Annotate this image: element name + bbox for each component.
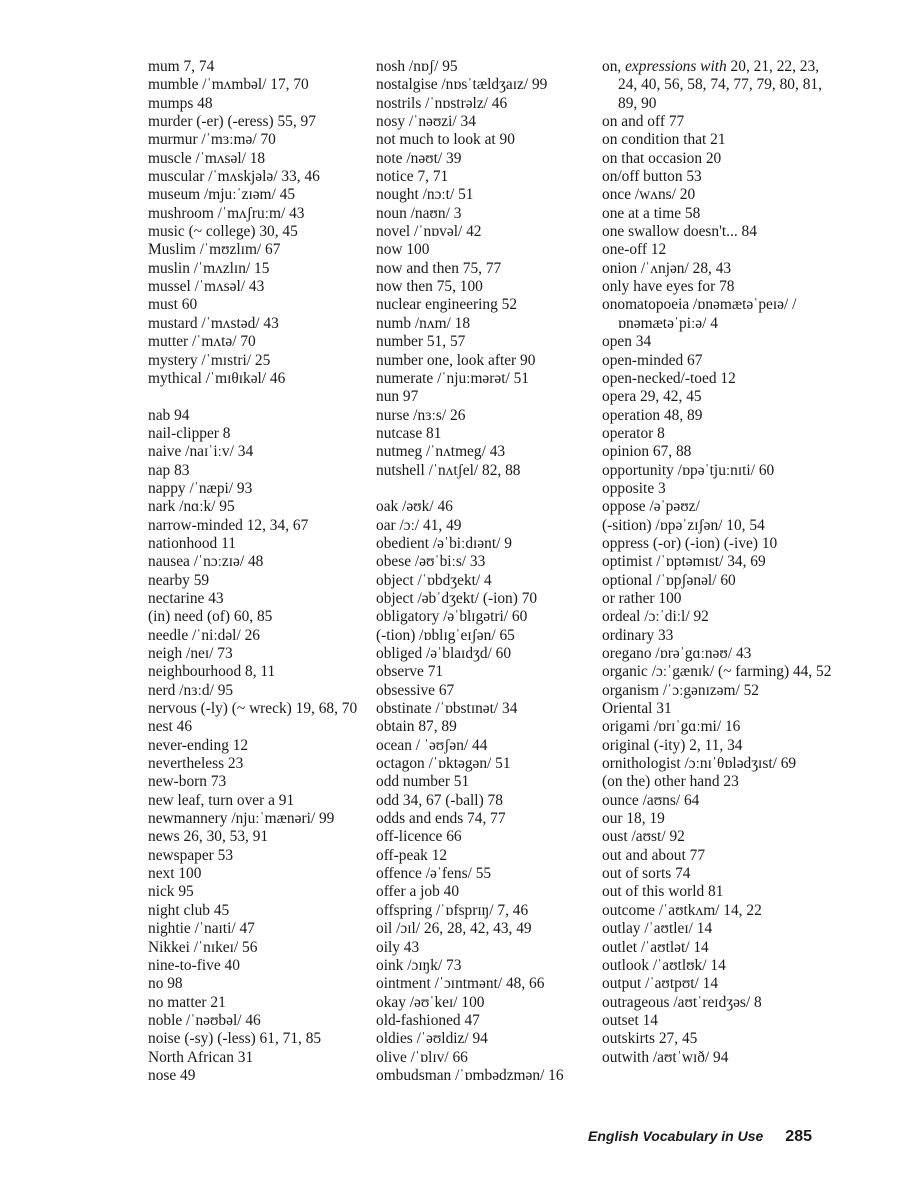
- index-entry: octagon /ˈɒktəgən/ 51: [376, 755, 511, 773]
- index-entry: outrageous /aʊtˈreɪdʒəs/ 8: [602, 993, 762, 1011]
- index-entry: organism /ˈɔːgənɪzəm/ 52: [602, 681, 760, 699]
- index-entry: odd 34, 67 (-ball) 78: [376, 791, 503, 809]
- index-entry: nosy /ˈnəʊzi/ 34: [376, 113, 476, 131]
- index-entry: nark /nɑːk/ 95: [148, 498, 235, 516]
- index-entry: obsessive 67: [376, 681, 455, 699]
- index-entry: original (-ity) 2, 11, 34: [602, 736, 743, 754]
- index-entry: open 34: [602, 333, 652, 351]
- letter-section-gap: [376, 480, 604, 498]
- index-entry: nun 97: [376, 388, 419, 406]
- index-entry: now 100: [376, 241, 430, 259]
- index-entry: (in) need (of) 60, 85: [148, 608, 273, 626]
- index-entry: nightie /ˈnaɪti/ 47: [148, 920, 255, 938]
- index-entry: ornithologist /ɔːnɪˈθɒlədʒɪst/ 69: [602, 755, 797, 773]
- index-entry: outskirts 27, 45: [602, 1030, 698, 1048]
- index-entry: object /ˈɒbdʒekt/ 4: [376, 571, 492, 589]
- index-entry: nostalgise /nɒsˈtældʒaɪz/ 99: [376, 76, 548, 94]
- index-entry: no matter 21: [148, 993, 226, 1011]
- index-entry: or rather 100: [602, 589, 682, 607]
- index-entry: nick 95: [148, 883, 194, 901]
- index-entry: ordeal /ɔːˈdiːl/ 92: [602, 608, 709, 626]
- index-entry: must 60: [148, 296, 198, 314]
- index-entry: off-peak 12: [376, 846, 448, 864]
- index-entry: music (~ college) 30, 45: [148, 223, 298, 241]
- index-entry: nutmeg /ˈnʌtmeg/ 43: [376, 443, 506, 461]
- index-entry: oily 43: [376, 938, 420, 956]
- index-entry: (-tion) /ɒblɪgˈeɪʃən/ 65: [376, 626, 515, 644]
- index-entry: nosh /nɒʃ/ 95: [376, 58, 458, 75]
- index-entry: obliged /əˈblaɪdʒd/ 60: [376, 645, 512, 662]
- index-entry: obese /əʊˈbiːs/ 33: [376, 553, 486, 571]
- index-entry: newmannery /njuːˈmænəri/ 99: [148, 810, 335, 828]
- index-entry: nest 46: [148, 718, 193, 736]
- index-entry: on, expressions with 20, 21, 22, 23, 24, 40, 56, 58, 74, 77, 79, 80, 81, 89, 90: [602, 58, 822, 112]
- index-entry: mystery /ˈmɪstri/ 25: [148, 351, 271, 369]
- index-entry: ounce /aʊns/ 64: [602, 791, 700, 809]
- index-entry: off-licence 66: [376, 828, 462, 846]
- index-entry: outlook /ˈaʊtlʊk/ 14: [602, 956, 726, 974]
- index-entry: murmur /ˈmɜːmə/ 70: [148, 131, 276, 149]
- index-entry: nail-clipper 8: [148, 424, 231, 442]
- index-entry: onomatopoeia /ɒnəmætəˈpeɪə/ /ɒnəmætəˈpiːə/ 4: [602, 296, 797, 332]
- index-entry: next 100: [148, 865, 202, 883]
- index-entry: mushroom /ˈmʌʃruːm/ 43: [148, 204, 305, 222]
- index-entry: (-sition) /ɒpəˈzɪʃən/ 10, 54: [602, 516, 765, 534]
- page-footer: [588, 1128, 812, 1146]
- index-entry: optimist /ˈɒptəmɪst/ 34, 69: [602, 553, 766, 571]
- index-entry: mythical /ˈmɪθɪkəl/ 46: [148, 369, 286, 387]
- index-entry: number one, look after 90: [376, 351, 536, 369]
- index-entry: mustard /ˈmʌstəd/ 43: [148, 314, 279, 332]
- index-entry: on/off button 53: [602, 168, 702, 186]
- index-entry: now then 75, 100: [376, 278, 483, 296]
- index-entry: mussel /ˈmʌsəl/ 43: [148, 278, 265, 296]
- index-entry: oust /aʊst/ 92: [602, 828, 685, 846]
- index-entry: oppress (-or) (-ion) (-ive) 10: [602, 534, 778, 552]
- index-entry: on and off 77: [602, 113, 685, 131]
- index-entry: out of sorts 74: [602, 865, 691, 883]
- index-column-1: [148, 58, 366, 1085]
- index-entry: nutcase 81: [376, 424, 442, 442]
- index-entry: (on the) other hand 23: [602, 773, 739, 791]
- index-entry: output /ˈaʊtpʊt/ 14: [602, 975, 719, 993]
- letter-section-gap: [148, 388, 366, 406]
- index-entry: nurse /nɜːs/ 26: [376, 406, 466, 424]
- index-entry: our 18, 19: [602, 810, 665, 828]
- italic-phrase: expressions with: [625, 58, 727, 75]
- index-entry: nausea /ˈnɔːzɪə/ 48: [148, 553, 264, 571]
- index-entry: ombudsman /ˈɒmbədzmən/ 16: [376, 1066, 564, 1084]
- index-entry: oak /əʊk/ 46: [376, 498, 453, 516]
- index-entry: one at a time 58: [602, 204, 701, 222]
- index-entry: murder (-er) (-eress) 55, 97: [148, 113, 316, 131]
- index-entry: new-born 73: [148, 773, 227, 791]
- index-entry: nuclear engineering 52: [376, 296, 518, 314]
- index-entry: opposite 3: [602, 479, 666, 497]
- index-entry: offspring /ˈɒfsprɪŋ/ 7, 46: [376, 901, 529, 919]
- index-entry: offer a job 40: [376, 883, 460, 901]
- index-entry: odds and ends 74, 77: [376, 810, 506, 828]
- index-entry: oldies /ˈəʊldiz/ 94: [376, 1030, 488, 1048]
- index-entry: note /nəʊt/ 39: [376, 149, 462, 167]
- book-title: English Vocabulary in Use: [588, 1128, 764, 1144]
- index-entry: Muslim /ˈmʊzlɪm/ 67: [148, 241, 281, 259]
- index-entry: number 51, 57: [376, 333, 466, 351]
- index-column-3: [602, 58, 832, 1067]
- index-entry: new leaf, turn over a 91: [148, 791, 295, 809]
- index-entry: muscle /ˈmʌsəl/ 18: [148, 149, 266, 167]
- index-entry: one-off 12: [602, 241, 667, 259]
- index-entry: nap 83: [148, 461, 190, 479]
- index-entry: now and then 75, 77: [376, 259, 502, 277]
- index-entry: observe 71: [376, 663, 444, 681]
- index-entry: Oriental 31: [602, 700, 672, 718]
- page-number: 285: [785, 1128, 812, 1145]
- index-entry: noble /ˈnəʊbəl/ 46: [148, 1011, 261, 1029]
- index-entry: only have eyes for 78: [602, 278, 735, 296]
- index-entry: origami /ɒrɪˈgɑːmi/ 16: [602, 718, 741, 736]
- index-entry: oregano /ɒrəˈgɑːnəʊ/ 43: [602, 645, 752, 662]
- index-entry: obtain 87, 89: [376, 718, 457, 736]
- index-entry: once /wʌns/ 20: [602, 186, 696, 204]
- index-entry: nappy /ˈnæpi/ 93: [148, 479, 253, 497]
- index-entry: not much to look at 90: [376, 131, 515, 149]
- index-entry: narrow-minded 12, 34, 67: [148, 516, 309, 534]
- index-entry: nationhood 11: [148, 534, 236, 552]
- index-entry: numerate /ˈnjuːmərət/ 51: [376, 369, 529, 387]
- index-entry: mum 7, 74: [148, 58, 215, 75]
- index-entry: ointment /ˈɔɪntmənt/ 48, 66: [376, 975, 545, 993]
- index-entry: nerd /nɜːd/ 95: [148, 681, 234, 699]
- index-entry: ocean / ˈəʊʃən/ 44: [376, 736, 488, 754]
- index-entry: neighbourhood 8, 11: [148, 663, 276, 681]
- index-entry: noun /naʊn/ 3: [376, 204, 462, 222]
- index-entry: outwith /aʊtˈwɪð/ 94: [602, 1048, 729, 1066]
- index-entry: optional /ˈɒpʃənəl/ 60: [602, 571, 736, 589]
- index-entry: muscular /ˈmʌskjələ/ 33, 46: [148, 168, 320, 186]
- index-entry: onion /ˈʌnjən/ 28, 43: [602, 259, 732, 277]
- index-entry: obstinate /ˈɒbstɪnət/ 34: [376, 700, 518, 718]
- index-entry: night club 45: [148, 901, 230, 919]
- index-entry: old-fashioned 47: [376, 1011, 480, 1029]
- index-entry: operation 48, 89: [602, 406, 703, 424]
- index-entry: opinion 67, 88: [602, 443, 692, 461]
- index-entry: naive /naɪˈiːv/ 34: [148, 443, 254, 461]
- index-entry: nostrils /ˈnɒstrəlz/ 46: [376, 94, 508, 112]
- index-entry: nearby 59: [148, 571, 210, 589]
- index-entry: obligatory /əˈblɪgətri/ 60: [376, 608, 528, 626]
- index-column-2: [376, 58, 604, 1085]
- index-entry: offence /əˈfens/ 55: [376, 865, 492, 883]
- index-entry: odd number 51: [376, 773, 470, 791]
- index-entry: museum /mjuːˈzɪəm/ 45: [148, 186, 296, 204]
- index-entry: olive /ˈɒlɪv/ 66: [376, 1048, 468, 1066]
- index-entry: organic /ɔːˈgænɪk/ (~ farming) 44, 52: [602, 663, 832, 681]
- index-entry: nab 94: [148, 406, 190, 424]
- index-entry: open-necked/-toed 12: [602, 369, 736, 387]
- index-entry: open-minded 67: [602, 351, 703, 369]
- index-entry: no 98: [148, 975, 183, 993]
- index-entry: nine-to-five 40: [148, 956, 240, 974]
- index-entry: mumble /ˈmʌmbəl/ 17, 70: [148, 76, 309, 94]
- index-entry: mumps 48: [148, 94, 213, 112]
- index-entry: outcome /ˈaʊtkʌm/ 14, 22: [602, 901, 762, 919]
- index-entry: opportunity /ɒpəˈtjuːnɪti/ 60: [602, 461, 775, 479]
- index-entry: outlay /ˈaʊtleɪ/ 14: [602, 920, 713, 938]
- index-entry: mutter /ˈmʌtə/ 70: [148, 333, 256, 351]
- index-entry: neigh /neɪ/ 73: [148, 645, 233, 662]
- index-entry: nevertheless 23: [148, 755, 244, 773]
- index-entry: okay /əʊˈkeɪ/ 100: [376, 993, 485, 1011]
- index-entry: needle /ˈniːdəl/ 26: [148, 626, 260, 644]
- index-entry: novel /ˈnɒvəl/ 42: [376, 223, 482, 241]
- index-entry: nectarine 43: [148, 589, 224, 607]
- index-entry: nutshell /ˈnʌtʃel/ 82, 88: [376, 461, 521, 479]
- index-entry: newspaper 53: [148, 846, 234, 864]
- index-entry: object /əbˈdʒekt/ (-ion) 70: [376, 589, 538, 607]
- index-entry: nervous (-ly) (~ wreck) 19, 68, 70: [148, 700, 358, 718]
- index-entry: obedient /əˈbiːdɪənt/ 9: [376, 534, 512, 552]
- index-entry: nose 49: [148, 1066, 196, 1084]
- index-entry: ordinary 33: [602, 626, 674, 644]
- index-entry: oppose /əˈpəʊz/: [602, 498, 700, 516]
- index-entry: oar /ɔː/ 41, 49: [376, 516, 462, 534]
- index-entry: muslin /ˈmʌzlɪn/ 15: [148, 259, 270, 277]
- index-entry: Nikkei /ˈnɪkeɪ/ 56: [148, 938, 258, 956]
- index-entry: North African 31: [148, 1048, 254, 1066]
- index-entry: notice 7, 71: [376, 168, 449, 186]
- index-entry: noise (-sy) (-less) 61, 71, 85: [148, 1030, 322, 1048]
- index-entry: on condition that 21: [602, 131, 726, 149]
- index-entry: never-ending 12: [148, 736, 249, 754]
- index-entry: outlet /ˈaʊtlət/ 14: [602, 938, 709, 956]
- index-entry: numb /nʌm/ 18: [376, 314, 471, 332]
- index-entry: news 26, 30, 53, 91: [148, 828, 269, 846]
- index-entry: one swallow doesn't... 84: [602, 223, 757, 241]
- index-entry: oil /ɔɪl/ 26, 28, 42, 43, 49: [376, 920, 532, 938]
- index-entry: out of this world 81: [602, 883, 724, 901]
- index-entry: on that occasion 20: [602, 149, 722, 167]
- index-entry: nought /nɔːt/ 51: [376, 186, 474, 204]
- index-entry: out and about 77: [602, 846, 706, 864]
- index-entry: oink /ɔɪŋk/ 73: [376, 956, 462, 974]
- index-entry: outset 14: [602, 1011, 659, 1029]
- index-entry: opera 29, 42, 45: [602, 388, 702, 406]
- index-entry: operator 8: [602, 424, 665, 442]
